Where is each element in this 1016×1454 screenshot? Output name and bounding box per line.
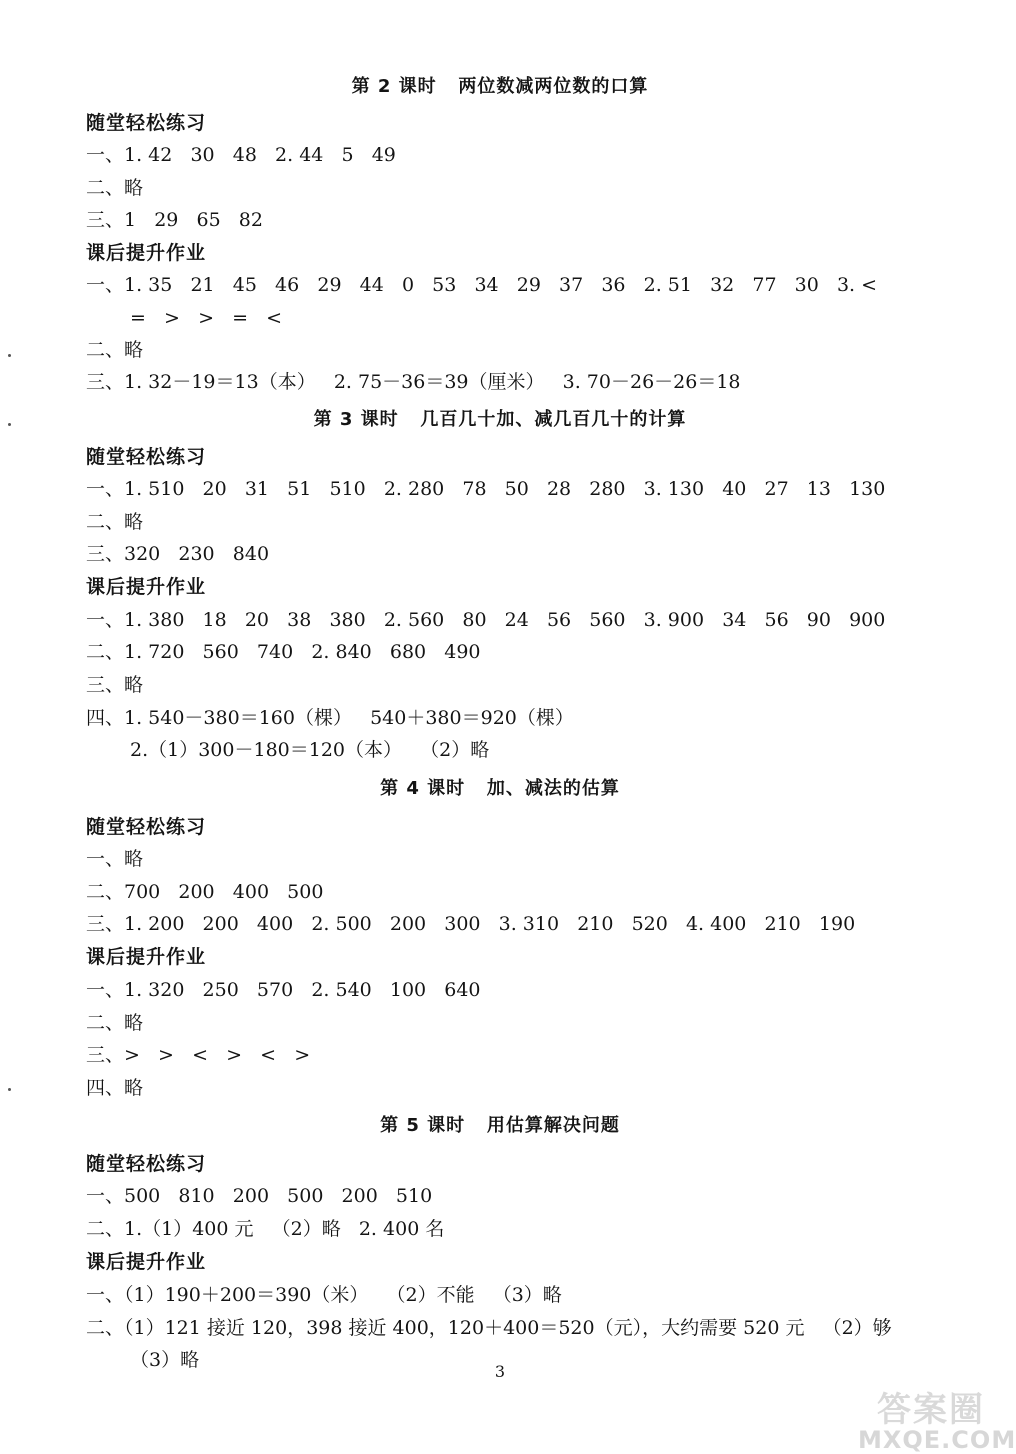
answer-line: 三、320 230 840 xyxy=(86,543,270,565)
answer-line: 一、（1）190＋200＝390（米） （2）不能 （3）略 xyxy=(86,1284,562,1306)
answer-line: 四、1. 540－380＝160（棵） 540＋380＝920（棵） xyxy=(86,707,574,729)
answer-line: 一、1. 510 20 31 51 510 2. 280 78 50 28 280 3. 130 40 27 13 130 xyxy=(86,478,886,500)
watermark xyxy=(858,1390,1016,1454)
scan-speck xyxy=(8,354,11,357)
answer-line: 二、略 xyxy=(86,511,144,533)
section-heading: 课后提升作业 xyxy=(86,576,207,598)
answer-line-continued: （3）略 xyxy=(130,1349,200,1371)
lesson-title: 第 5 课时 用估算解决问题 xyxy=(380,1115,620,1136)
answer-line: 二、1.（1）400 元 （2）略 2. 400 名 xyxy=(86,1218,445,1240)
answer-line: 三、1 29 65 82 xyxy=(86,209,263,231)
answer-line: 三、略 xyxy=(86,674,144,696)
answer-line: 二、略 xyxy=(86,177,144,199)
answer-line: 二、1. 720 560 740 2. 840 680 490 xyxy=(86,641,481,663)
lesson-title: 第 2 课时 两位数减两位数的口算 xyxy=(351,76,649,97)
answer-line: 四、略 xyxy=(86,1077,144,1099)
section-heading: 随堂轻松练习 xyxy=(86,446,207,468)
answer-line: 二、略 xyxy=(86,339,144,361)
answer-line: 二、（1）121 接近 120，398 接近 400，120＋400＝520（元），大约需要 520 元 （2）够 xyxy=(86,1317,892,1339)
scan-speck xyxy=(8,423,11,426)
section-heading: 课后提升作业 xyxy=(86,1251,207,1273)
answer-line: 三、1. 200 200 400 2. 500 200 300 3. 310 210 520 4. 400 210 190 xyxy=(86,913,856,935)
answer-line: 一、1. 35 21 45 46 29 44 0 53 34 29 37 36 2. 51 32 77 30 3. < xyxy=(86,274,878,296)
answer-line: 一、略 xyxy=(86,848,144,870)
section-heading: 课后提升作业 xyxy=(86,242,207,264)
section-heading: 随堂轻松练习 xyxy=(86,816,207,838)
scan-speck xyxy=(8,1088,11,1091)
section-heading: 随堂轻松练习 xyxy=(86,1153,207,1175)
section-heading: 随堂轻松练习 xyxy=(86,112,207,134)
watermark-site: MXQE.COM xyxy=(858,1426,1016,1454)
answer-line: 二、略 xyxy=(86,1012,144,1034)
answer-line: 三、> > < > < > xyxy=(86,1044,311,1066)
answer-line-continued: 2.（1）300－180＝120（本） （2）略 xyxy=(130,739,490,761)
answer-line: 一、1. 42 30 48 2. 44 5 49 xyxy=(86,144,396,166)
answer-line: 一、1. 380 18 20 38 380 2. 560 80 24 56 560 3. 900 34 56 90 900 xyxy=(86,609,886,631)
lesson-title: 第 4 课时 加、减法的估算 xyxy=(380,778,620,799)
answer-line: 二、700 200 400 500 xyxy=(86,881,324,903)
answer-line: 一、1. 320 250 570 2. 540 100 640 xyxy=(86,979,481,1001)
answer-line: 一、500 810 200 500 200 510 xyxy=(86,1185,433,1207)
page-number: 3 xyxy=(494,1362,506,1381)
lesson-title: 第 3 课时 几百几十加、减几百几十的计算 xyxy=(313,409,687,430)
answer-line-continued: = > > = < xyxy=(130,307,283,329)
watermark-logo: 答案圈 xyxy=(877,1390,985,1430)
answer-line: 三、1. 32－19＝13（本） 2. 75－36＝39（厘米） 3. 70－26－26＝18 xyxy=(86,371,741,393)
section-heading: 课后提升作业 xyxy=(86,946,207,968)
